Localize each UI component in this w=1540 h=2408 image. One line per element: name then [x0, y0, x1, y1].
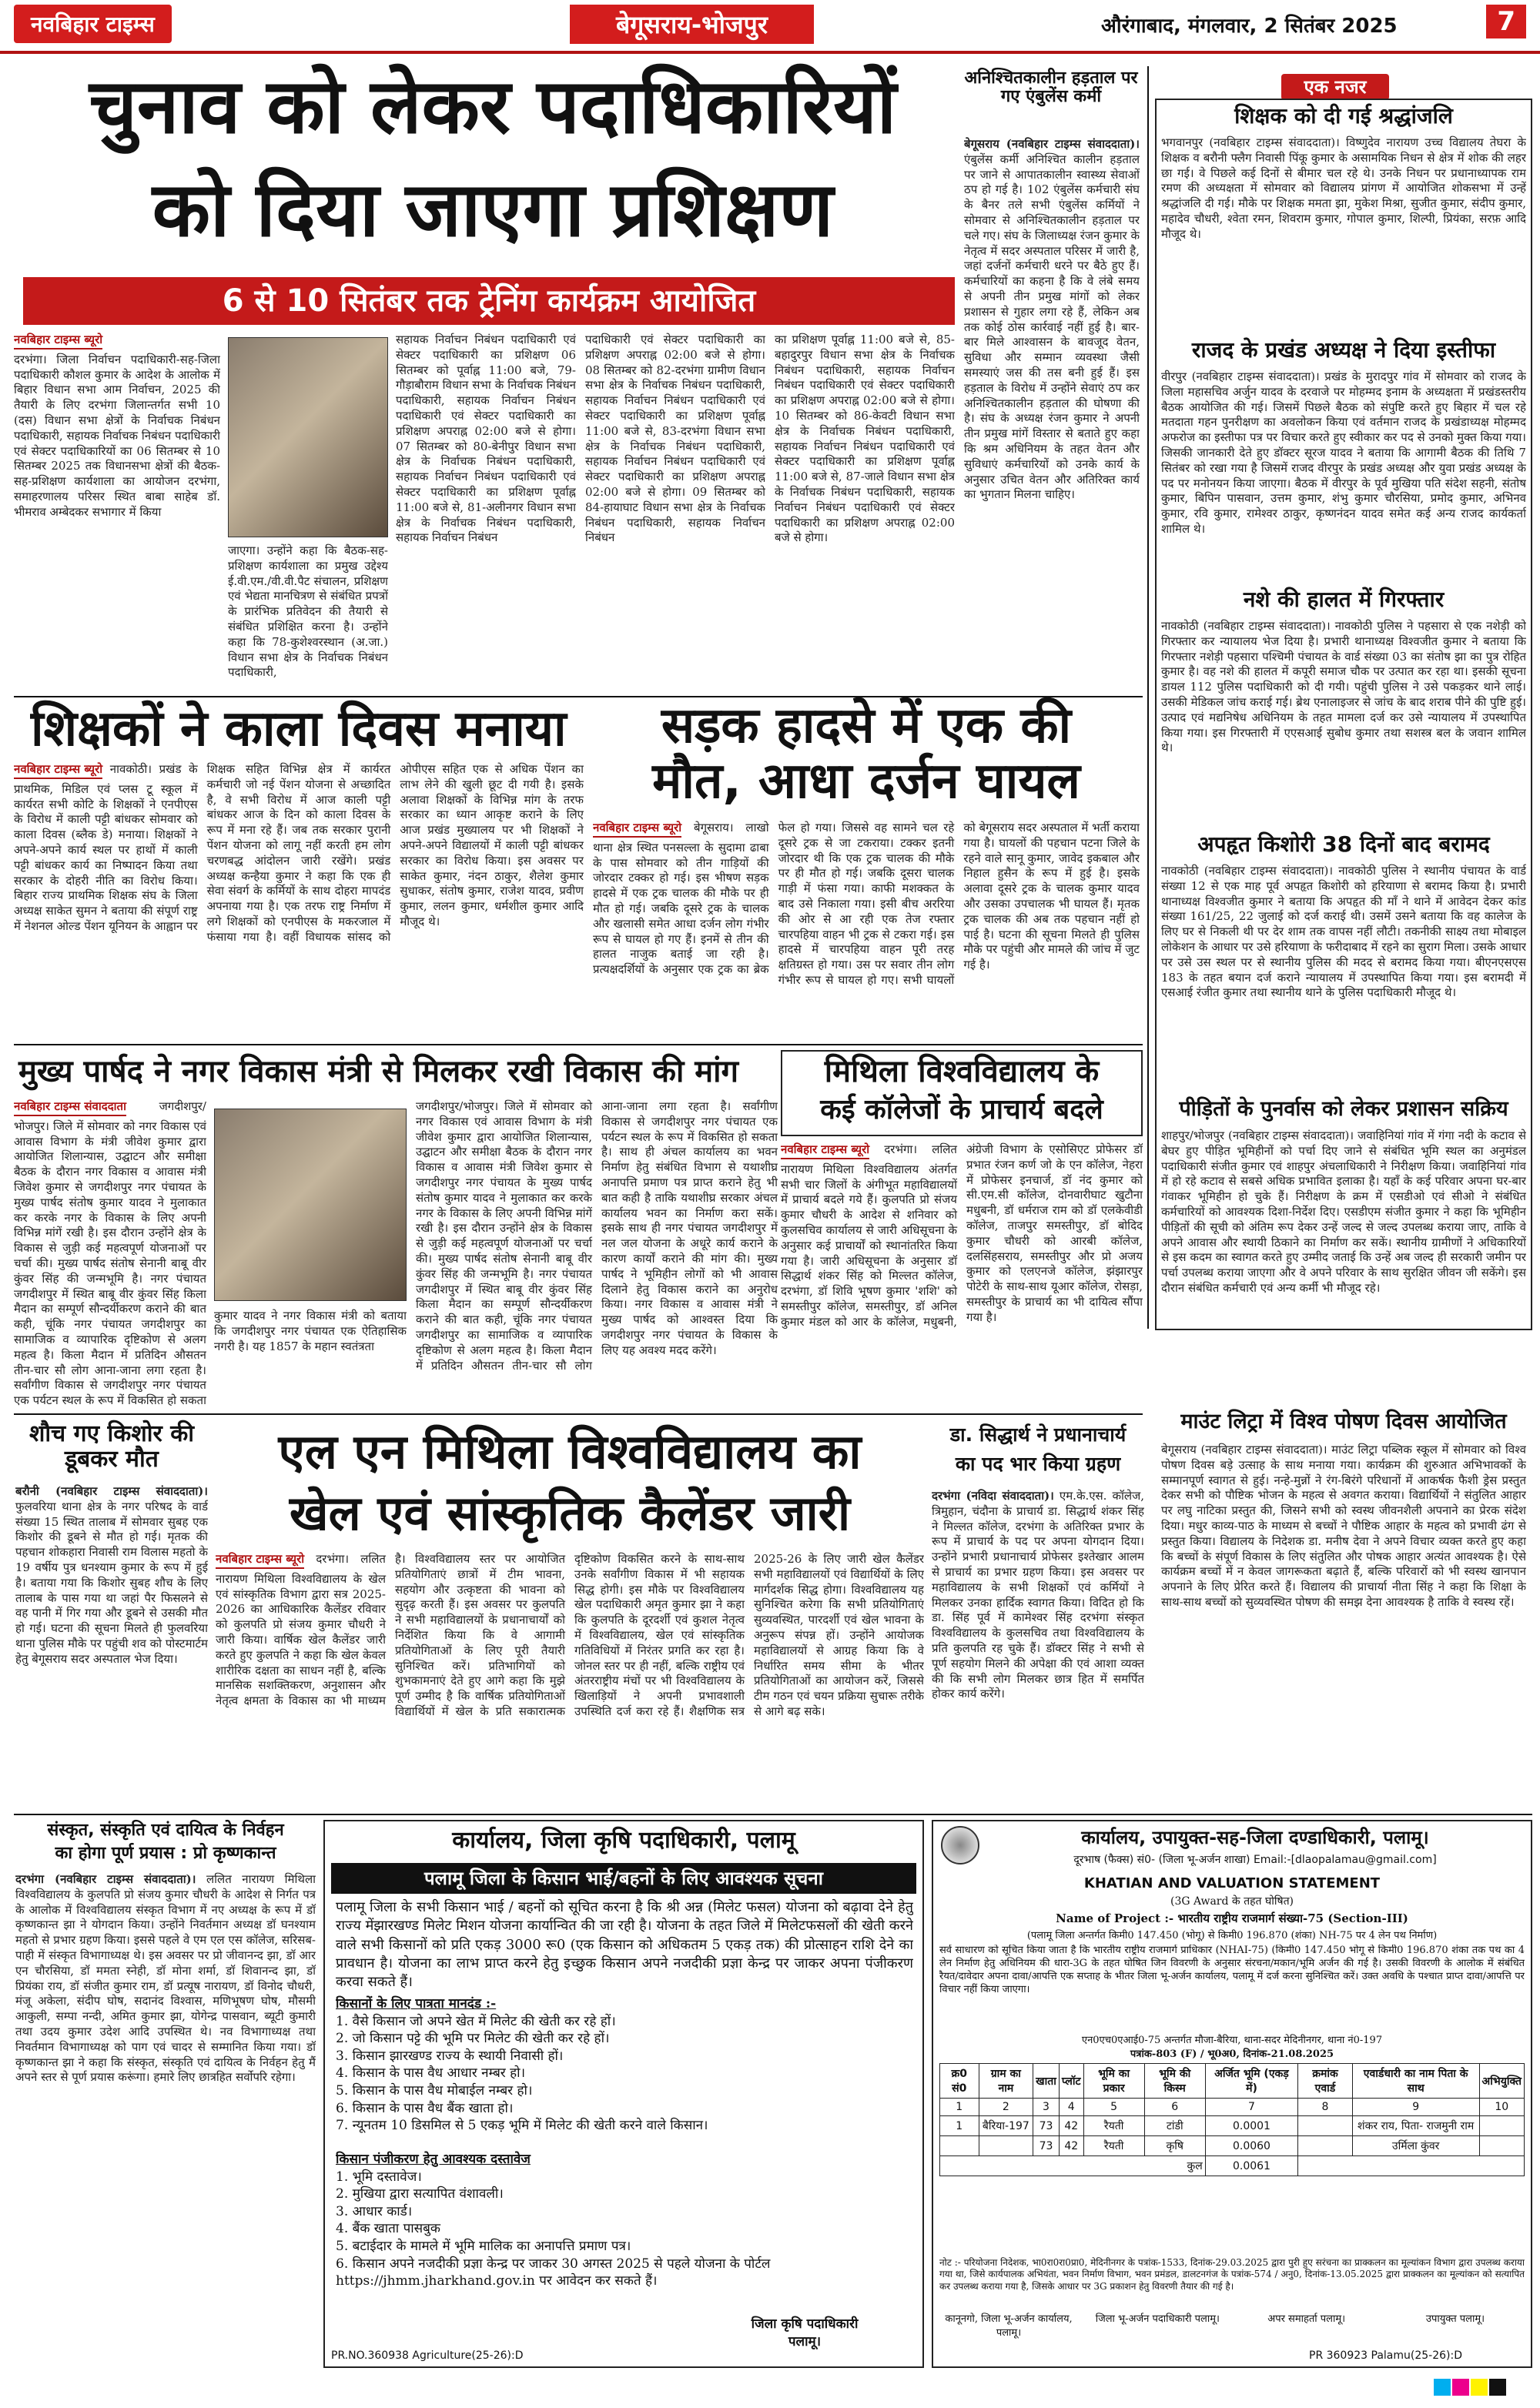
row-divider-3	[14, 1413, 1143, 1415]
shikshak-headline: शिक्षकों ने काला दिवस मनाया	[31, 701, 567, 758]
parshad-caption: कुमार यादव ने नगर विकास मंत्री को बताया कि जगदीशपुर नगर पंचायत एक ऐतिहासिक नगरी है। यह 1857 के महान स्वतंत्रता	[214, 1309, 407, 1353]
khatian-contact: दूरभाष (फैक्स) सं0- (जिला भू-अर्जन शाखा) Email:-[dlaopalamau@gmail.com]	[1073, 1854, 1437, 1866]
ambulance-headline: अनिश्चितकालीन हड़ताल पर गए एंबुलेंस कर्मी	[964, 69, 1138, 107]
brand-logo: नवबिहार टाइम्स	[14, 5, 172, 43]
sanskrit-headline-1: संस्कृत, संस्कृति एवं दायित्व के निर्वहन	[47, 1821, 284, 1840]
row-divider-4	[14, 1814, 1532, 1815]
page-number: 7	[1486, 5, 1526, 38]
section-label: बेगूसराय-भोजपुर	[570, 5, 814, 44]
ambulance-body: बेगूसराय (नवबिहार टाइम्स संवाददाता)। एंबुलेंस कर्मी अनिश्चित कालीन हड़ताल पर जाने से आपातकालीन स्वास्थ्य सेवाओं ठप हो गई है। 102 एंबुलेंस कर्मचारी संघ के बैनर तले सभी एंबुलेंस कर्मियों ने सोमवार से अनिश्चितकालीन हड़ताल पर चले गए। संघ के जिलाध्यक्ष रंजन कुमार के नेतृत्व में सदर अस्पताल परिसर में जारी है, जहां दर्जनों कर्मचारी धरने पर बैठे हुए हैं। कर्मचारियों का कहना है कि वे लंबे समय से अपनी तीन प्रमुख मांगों को लेकर प्रशासन से गुहार लगा रहे हैं, लेकिन अब तक कोई ठोस कार्रवाई नहीं हुई है। बार-बार मिले आश्वासन के बावजूद वेतन, सुविधा और सम्मान व्यवस्था जैसी समस्याएं जस की तस बनी हुई हैं। इस हड़ताल के विरोध में उन्होंने सेवाएं ठप कर अनिश्चितकालीन हड़ताल की घोषणा की है। संघ के अध्यक्ष रंजन कुमार ने अपनी तीन प्रमुख मांगें विस्तार से बताते हुए कहा कि श्रम अधिनियम के तहत वेतन और सुविधाएं कर्मचारियों को उनके कार्य के अनुसार उचित वेतन और अतिरिक्त कार्य का भुगतान मिलना चाहिए।	[964, 137, 1140, 502]
shauch-body: बरौनी (नवबिहार टाइम्स संवाददाता)। फुलवरिया थाना क्षेत्र के नगर परिषद के वार्ड संख्या 15 स्थित तालाब में सोमवार सुबह एक किशोर की डूबने से मौत हो गई। मृतक की पहचान शोकहारा निवासी राम विलास महतो के 19 वर्षीय पुत्र धनश्याम कुमार के रूप में हुई है। बताया गया कि किशोर सुबह शौच के लिए तालाब के पास गया था जहां पैर फिसलने से वह पानी में गिर गया और डूबने से उसकी मौत हो गई। घटना की सूचना मिलते ही फुलवरिया थाना पुलिस मौके पर पहुंची शव को पोस्टमार्टम हेतु बेगूसराय सदर अस्पताल भेज दिया।	[15, 1484, 208, 1666]
khatian-ref: पत्रांक-803 (F) / भू0अ0, दिनांक-21.08.2025	[1130, 2048, 1334, 2060]
dateline: औरंगाबाद, मंगलवार, 2 सितंबर 2025	[1101, 15, 1398, 38]
khatian-intro: (पलामू जिला अन्तर्गत किमी0 147.450 (भोगू) से किमी0 196.870 (शंका) NH-75 पर 4 लेन पथ निर्माण)	[1026, 1930, 1438, 1941]
siddharth-body: दरभंगा (नविदा संवाददाता)। एम.के.एस. कॉलेज, त्रिमुहान, चंदौना के प्राचार्य डा. सिद्धार्थ शंकर सिंह ने मिल्लत कॉलेज, दरभंगा के अतिरिक्त प्रभार के रूप में प्राचार्य के पद पर अपना योगदान दिया। उन्होंने प्रभारी प्रधानाचार्य प्रोफेसर इश्तेखार आलम से प्राचार्य का प्रभार ग्रहण किया। इस अवसर पर महाविद्यालय के सभी शिक्षकों एवं कर्मियों ने मिलकर उनका हार्दिक स्वागत किया। विदित हो कि डा. सिंह पूर्व में कामेश्वर सिंह दरभंगा संस्कृत विश्वविद्यालय के कुलसचिव तथा विश्वविद्यालय के प्रति कुलपति रह चुके हैं। डॉक्टर सिंह ने सभी से पूर्ण सहयोग मिलने की अपेक्षा की एवं आशा व्यक्त की कि सभी लोग मिलकर छात्र हित में समर्पित होकर कार्य करेंगे।	[932, 1489, 1144, 1701]
sidebar-divider	[1147, 66, 1149, 1329]
mithila-headline-2: कई कॉलेजों के प्राचार्य बदले	[820, 1094, 1103, 1125]
khatian-row1: एन0एच0एआई0-75 अन्तर्गत मौजा-बैरिया, थाना-सदर मेदिनीनगर, थाना नं0-197	[1081, 2035, 1383, 2046]
parshad-headline: मुख्य पार्षद ने नगर विकास मंत्री से मिलकर रखी विकास की मांग	[18, 1054, 739, 1089]
lead-headline-2: को दिया जाएगा प्रशिक्षण	[152, 166, 834, 254]
eknazar-h2: राजद के प्रखंड अध्यक्ष ने दिया इस्तीफा	[1191, 337, 1496, 363]
eknazar-h6: माउंट लिट्रा में विश्व पोषण दिवस आयोजित	[1180, 1410, 1507, 1433]
khatian-note: नोट :- परियोजना निदेशक, भा0रा0रा0प्रा0, मेदिनीनगर के पत्रांक-1533, दिनांक-29.03.2025 द्वारा पुरी हुए सरंचना का प्राक्कलन का मूल्यांकन विभाग द्वारा उपलब्ध कराया गया था, जिसे कार्यपालक अभियंता, भवन निर्माण विभाग, भवन प्रमंडल, डालटनगंज के पत्रांक-574 / अनु0, दिनांक-13.05.2025 द्वारा प्राक्कलन का मूल्यांकन को सत्यापित कर उपलब्ध कराया गया है, जिसके आधार पर 3G प्रकाशन हेतु विवरणी तैयार की गई है।	[939, 2257, 1525, 2292]
masthead	[0, 0, 1540, 54]
lead-subheading: 6 से 10 सितंबर तक ट्रेनिंग कार्यक्रम आयोजित	[23, 277, 955, 325]
eknazar-h1: शिक्षक को दी गई श्रद्धांजलि	[1234, 103, 1453, 129]
krishi-docs: किसान पंजीकरण हेतु आवश्यक दस्तावेज 1. भूमि दस्तावेज। 2. मुखिया द्वारा सत्यापित वंशावली। 3. आधार कार्ड। 4. बैंक खाता पासबुक 5. बटाईदार के मामले में भूमि मालिक का अनापत्ति प्रमाण पत्र। 6. किसान अपने नजदीकी प्रज्ञा केन्द्र पर जाकर 30 अगस्त 2025 से पहले योजना के पोर्टल https://jhmm.jharkhand.gov.in पर आवेदन कर सकते हैं।	[336, 2152, 771, 2289]
khatian-office: कार्यालय, उपायुक्त-सह-जिला दण्डाधिकारी, पलामू।	[1081, 1827, 1429, 1848]
registration-colorbar	[1432, 2379, 1506, 2399]
khatian-title: KHATIAN AND VALUATION STATEMENT	[1083, 1875, 1381, 1891]
lead-headline-1: चुनाव को लेकर पदाधिकारियों	[89, 63, 897, 151]
eknazar-b2: वीरपुर (नवबिहार टाइम्स संवाददाता)। प्रखंड के मुरादपुर गांव में सोमवार को राजद के जिला महासचिव अर्जुन यादव के दरवाजे पर मोहम्मद इनाम के अध्यक्षता में प्रखंडस्तरीय बैठक आयोजित की गई। जिसमें पिछले बैठक को संपुष्टि करते हुए बिहार में चल रहे मतदाता गहन पुनरीक्षण का अवलोकन किया एवं वर्तमान राजद के प्रखंडाध्यक्ष मोहम्मद अफरोज का इस्तीफा पत्र पर विचार करते हुए स्वीकार कर पद से उनको मुक्त किया गया। जिसकी जानकारी देते हुए डॉक्टर सूरज यादव ने बताया कि आगामी बैठक की तिथि 7 सितंबर को रखा गया है जिसमें राजद वीरपुर के प्रखंड अध्यक्ष और युवा प्रखंड अध्यक्ष के पद पर मनोनयन किया जाएगा। बैठक में वीरपुर के पूर्व मुखिया पति संदेश सहनी, संतोष कुमार, बिपिन पासवान, उत्तम कुमार, शंभु कुमार चौरसिया, प्रमोद कुमार, अभिनव कुमार, रवि कुमार, रामेश्वर ठाकुर, कृष्णनंदन यादव समेत कई अन्य राजद कार्यकर्ता शामिल थे।	[1161, 370, 1526, 536]
table-row: 73 42 रैयती कृषि 0.0060 उर्मिला कुंवर	[940, 2136, 1525, 2156]
khatian-pr: PR 360923 Palamu(25-26):D	[1309, 2349, 1462, 2362]
sadak-headline-1: सड़क हादसे में एक की	[661, 697, 1072, 754]
khatian-notice: सर्व साधारण को सूचित किया जाता है कि भारतीय राष्ट्रीय राजमार्ग प्राधिकार (NHAI-75) (किमी0 147.450 भोगू से किमी0 196.870 शंका तक पथ का 4 लेन निर्माण हेतु अधिनियम की धारा-3G के तहत घोषित जिन विवरणी के अनुसार संरचना/मकान/भूमि अर्जन की गई है। उसकी विवरणी के आलोक में संबंधित रैयत/दावेदार अपना दावा/आपत्ति एक सप्ताह के भीतर जिला भू-अर्जन कार्यालय, पलामू में दर्ज करना सुनिश्चित करें। उक्त अवधि के पश्चात प्राप्त दावा/आपत्ति पर विचार नहीं किया जाएगा।	[939, 1945, 1525, 1995]
eknazar-b4: नावकोठी (नवबिहार टाइम्स संवाददाता)। नावकोठी पुलिस ने स्थानीय पंचायत के वार्ड संख्या 12 से एक माह पूर्व अपहृत किशोरी को हरियाणा से बरामद किया है। प्रभारी थानाध्यक्ष विश्वजीत कुमार ने बताया कि अपहृत की माँ ने थाने में आवेदन देकर कांड संख्या 161/25, 22 जुलाई को दर्ज कराई थी। उसमें उसने बताया कि वह कालेज के लिए घर से निकली थी पर देर शाम तक वापस नहीं लौटी। तकनीकी साक्ष्य तथा मोबाइल लोकेशन के आधार पर उसे हरियाणा के फरीदाबाद में रहने का सुराग मिला। उसके आधार पर उसे उस स्थल पर से स्थानीय पुलिस की मदद से बरामद किया गया। बीएनएसएस 183 के तहत बयान दर्ज कराने न्यायालय में उपस्थापित किया गया। इस बरामदी में एसआई रंजीत कुमार तथा स्थानीय थाने के पुलिस पदाधिकारी मौजूद थे।	[1161, 864, 1526, 1000]
shikshak-body: नवबिहार टाइम्स ब्यूरो नावकोठी। प्रखंड के प्राथमिक, मिडिल एवं प्लस टू स्कूल में कार्यरत सभी कोटि के शिक्षकों ने एनपीएस के विरोध में काली पट्टी बांधकर सोमवार को काला दिवस (ब्लैक डे) मनाया। शिक्षकों ने अपने-अपने कार्य स्थल पर हाथों में काली पट्टी बांधकर कार्य का निष्पादन किया तथा सरकार के दोहरी नीति का विरोध किया। बिहार राज्य प्राथमिक शिक्षक संघ के जिला अध्यक्ष साकेत सुमन ने बताया की संपूर्ण राष्ट्र में नेशनल ओल्ड पेंशन यूनियन के आह्वान पर शिक्षक सहित विभिन्न क्षेत्र में कार्यरत कर्मचारी जो नई पेंशन योजना से अच्छादित है, वे सभी विरोध में आज काली पट्टी बांधकर आज के दिन को काला दिवस के रूप में मना रहे हैं। जब तक सरकार पुरानी पेंशन योजना को लागू नहीं करती हम लोग चरणबद्ध आंदोलन जारी रखेंगे। प्रखंड अध्यक्ष कन्हैया कुमार ने कहा कि एक ही सेवा संवर्ग के कर्मियों के साथ दोहरा मापदंड अपनाया गया है। एक तरफ राष्ट्र निर्माण में लगे शिक्षकों को एनपीएस के मकरजाल में फंसाया गया है। वहीं विधायक सांसद को ओपीएस सहित एक से अधिक पेंशन का लाभ लेने की खुली छूट दी गयी है। इसके अलावा शिक्षकों के विभिन्न मांग के तरफ सरकार का ध्यान आकृष्ट कराने के लिए आज प्रखंड मुख्यालय पर भी शिक्षकों ने अपने-अपने विद्यालयों में काली पट्टी बांधकर सरकार का विरोध किया। इस अवसर पर साकेत कुमार, नंदन ठाकुर, शैलेश कुमार सुधाकर, संतोष कुमार, राजेश यादव, प्रवीण कुमार, ललन कुमार, धर्मशील कुमार आदि मौजूद थे।	[14, 762, 584, 944]
khatian-project: Name of Project :- भारतीय राष्ट्रीय राजमार्ग संख्या-75 (Section-III)	[1056, 1911, 1408, 1925]
parshad-photo	[214, 1109, 407, 1301]
mithila-headline-1: मिथिला विश्वविद्यालय के	[824, 1054, 1100, 1089]
calendar-body: नवबिहार टाइम्स ब्यूरो दरभंगा। ललित नारायण मिथिला विश्वविद्यालय के खेल एवं सांस्कृतिक विभाग द्वारा सत्र 2025-2026 का आधिकारिक कैलेंडर रविवार को कुलपति प्रो संजय कुमार चौधरी ने जारी किया। वार्षिक खेल कैलेंडर जारी करते हुए कुलपति ने कहा कि खेल केवल शारीरिक दक्षता का साधन नहीं है, बल्कि मानसिक सशक्तिकरण, अनुशासन और नेतृत्व क्षमता के विकास का भी माध्यम है। विश्वविद्यालय स्तर पर आयोजित प्रतियोगिताएं छात्रों में टीम भावना, सहयोग और उत्कृष्टता की भावना को सुदृढ़ करती हैं। इस अवसर पर कुलपति ने सभी महाविद्यालयों के प्रधानाचार्यों को निर्देशित किया कि वे आगामी प्रतियोगिताओं के लिए पूरी तैयारी सुनिश्चित करें। प्रतिभागियों को शुभकामनाएं देते हुए आगे कहा कि मुझे पूर्ण उम्मीद है कि वार्षिक प्रतियोगिताओं विद्यार्थियों में खेल के प्रति सकारात्मक दृष्टिकोण विकसित करने के साथ-साथ उनके सर्वांगीण विकास में भी सहायक सिद्ध होगी। इस मौके पर विश्वविद्यालय खेल पदाधिकारी अमृत कुमार झा ने कहा कि कुलपति के दूरदर्शी एवं कुशल नेतृत्व में विश्वविद्यालय, खेल एवं सांस्कृतिक गतिविधियों में निरंतर प्रगति कर रहा है। जोनल स्तर पर ही नहीं, बल्कि राष्ट्रीय एवं अंतरराष्ट्रीय मंचों पर भी विश्वविद्यालय के खिलाड़ियों ने अपनी प्रभावशाली उपस्थिति दर्ज करा रहे हैं। शैक्षणिक सत्र 2025-26 के लिए जारी खेल कैलेंडर सभी महाविद्यालयों एवं विद्यार्थियों के लिए मार्गदर्शक सिद्ध होगा। विश्वविद्यालय यह सुनिश्चित करेगा कि सभी प्रतियोगिताएं सुव्यवस्थित, पारदर्शी एवं खेल भावना के अनुरूप संपन्न हों। उन्होंने आयोजक महाविद्यालयों से आग्रह किया कि वे निर्धारित समय सीमा के भीतर प्रतियोगिताओं का आयोजन करें, जिससे टीम गठन एवं चयन प्रक्रिया सुचारू तरीके से आगे बढ़ सके।	[216, 1552, 924, 1718]
krishi-notice: पलामू जिला के सभी किसान भाई / बहनों को सूचित करना है कि श्री अन्न (मिलेट फसल) योजना को बढ़ावा देने हेतु राज्य मेंझारखण्ड मिलेट मिशन योजना कार्यान्वित की जा रही है। योजना के तहत जिले में मिलेटफसलों की खेती करने वाले सभी किसानों को प्रति एकड़ 3000 रू0 (एक किसान को अधिकतम 5 एकड़ तक) की प्रोत्साहन राशि देने का प्रावधान है। योजना का लाभ प्राप्त करने हेतु इच्छुक किसान अपने नजदीकी प्रज्ञा केन्द्र पर जाकर अपना पंजीकरण करवा सकते हैं।	[336, 1899, 913, 1991]
khatian-table	[939, 2063, 1525, 2176]
eknazar-h3: नशे की हालत में गिरफ्तार	[1243, 587, 1445, 612]
eknazar-b1: भगवानपुर (नवबिहार टाइम्स संवाददाता)। विष्णुदेव नारायण उच्च विद्यालय तेघरा के शिक्षक व बरौनी फ्लैग निवासी पिंकू कुमार के असामयिक निधन से क्षेत्र में शोक की लहर छा गई। वे पिछले कई दिनों से बीमार चल रहे थे। उनके निधन पर प्रधानाध्यापक राम रमण की अध्यक्षता में सोमवार को विद्यालय प्रांगण में आयोजित शोकसभा में उन्हें श्रद्धांजलि दी गई। मौके पर शिक्षक ममता झा, मुकेश मिश्रा, सुजीत कुमार, संदीप कुमार, महादेव चौधरी, श्वेता रमन, शिवराम कुमार, गोपाल कुमार, शिल्पी, प्रियंका, सरफ़ आदि मौजूद थे।	[1161, 135, 1526, 241]
siddharth-headline-2: का पद भार किया ग्रहण	[955, 1453, 1121, 1475]
sanskrit-headline-2: का होगा पूर्ण प्रयास : प्रो कृष्णकान्त	[55, 1844, 276, 1863]
krishi-pr: PR.NO.360938 Agriculture(25-26):D	[331, 2349, 524, 2362]
sadak-headline-2: मौत, आधा दर्जन घायल	[652, 753, 1080, 810]
eknazar-b3: नावकोठी (नवबिहार टाइम्स संवाददाता)। नावकोठी पुलिस ने पहसारा से एक नशेड़ी को गिरफ्तार कर न्यायालय भेज दिया है। प्रभारी थानाध्यक्ष विश्वजीत कुमार ने बताया कि गिरफ्तार नशेड़ी पहसारा पश्चिमी पंचायत के वार्ड संख्या 03 का संतोष झा का पुत्र रोहित कुमार है। वह नशे की हालत में कपूरी समाज चौक पर उत्पात कर रहा था। इसकी सूचना डायल 112 पुलिस पदाधिकारी को दी गयी। पहुंची पुलिस ने उसे पकड़कर थाने लाई। उसकी मेडिकल जांच कराई गई। ब्रेथ एनालाइजर से जांच के बाद शराब पीने की पुष्टि हुई। उत्पाद एवं मद्यनिषेध अधिनियम के तहत मामला दर्ज कर उसे न्यायालय में उपस्थापित किया गया। इस गिरफ्तारी में एएसआई सुबोध कुमार तथा सशस्त्र बल के जवान शामिल थे।	[1161, 619, 1526, 755]
eknazar-h5: पीड़ितों के पुनर्वास को लेकर प्रशासन सक्रिय	[1179, 1097, 1508, 1121]
parshad-col-2: जगदीशपुर/भोजपुर। जिले में सोमवार को नगर विकास एवं आवास विभाग के मंत्री जीवेश कुमार द्वारा आयोजित शिलान्यास, उद्घाटन और समीक्षा बैठक के दौरान नगर विकास व आवास मंत्री जिवेश कुमार से जगदीशपुर नगर पंचायत के मुख्य पार्षद संतोष कुमार यादव ने मुलाकात कर करके नगर के विकास के लिए अपनी विभिन्न मांगें रखी है। इस दौरान उन्होंने क्षेत्र के विकास से जुड़ी कई महत्वपूर्ण योजनाओं पर चर्चा की। मुख्य पार्षद संतोष सेनानी बाबू वीर कुंवर सिंह की जन्मभूमि है। नगर पंचायत जगदीशपुर में स्थित बाबू वीर कुंवर सिंह किला मैदान का सम्पूर्ण सौन्दर्यीकरण कराने की बात कही, चूंकि नगर पंचायत जगदीशपुर का सामाजिक व व्यापारिक दृष्टिकोण से अलग महत्व है। किला मैदान में प्रतिदिन औसतन तीन-चार सौ लोग आना-जाना लगा रहता है। सर्वांगीण विकास से जगदीशपुर नगर पंचायत एक पर्यटन स्थल के रूप में विकसित हो सकता है। साथ ही अंचल कार्यालय का भवन निर्माण हेतु संबंधित विभाग से यथाशीघ्र अनापत्ति प्रमाण पत्र प्राप्त कराने हेतु भी बात कही है ताकि यथाशीघ्र सरकार अंचल कार्यालय भवन का निर्माण करा सकें। इसके साथ ही नगर पंचायत जगदीशपुर में नल जल योजना के अधूरे कार्य कराने के कारण कार्यों कराने की मांग की। मुख्य पार्षद ने भूमिहीन लोगों को भी आवास दिलाने हेतु विकास कराने का अनुरोध किया। नगर विकास व आवास मंत्री ने मुख्य पार्षद को आश्वस्त दिया कि जगदीशपुर नगर पंचायत के विकास के लिए यह अवश्य मदद करेंगे।	[416, 1099, 778, 1373]
lead-col-5: का प्रशिक्षण पूर्वाह्न 11:00 बजे से, 85-बहादुरपुर विधान सभा क्षेत्र के निर्वाचक निबंधन पदाधिकारी, सहायक निर्वाचन निबंधन पदाधिकारी एवं सेक्टर पदाधिकारी का प्रशिक्षण अपराह्न 02:00 बजे से होगा। 10 सितम्बर को 86-केवटी विधान सभा क्षेत्र के निर्वाचक निबंधन पदाधिकारी, सहायक निर्वाचन निबंधन पदाधिकारी एवं सेक्टर पदाधिकारी का प्रशिक्षण पूर्वाह्न 11:00 बजे से, 87-जाले विधान सभा क्षेत्र के निर्वाचक निबंधन पदाधिकारी, सहायक निर्वाचन निबंधन पदाधिकारी एवं सेक्टर पदाधिकारी का प्रशिक्षण अपराह्न 02:00 बजे से होगा।	[775, 333, 955, 545]
lead-photo	[228, 337, 388, 537]
sadak-body: नवबिहार टाइम्स ब्यूरो बेगूसराय। लाखो थाना क्षेत्र स्थित पनसल्ला के सुदामा ढाबा के पास सोमवार को तीन गाड़ियों की जोरदार टक्कर हो गई। इस भीषण सड़क हादसे में एक ट्रक चालक की मौके पर ही मौत हो गई। जबकि दूसरे ट्रक के चालक और खलासी समेत आधा दर्जन लोग गंभीर रूप से घायल हो गए हैं। इनमें से तीन की हालत नाजुक बताई जा रही है। प्रत्यक्षदर्शियों के अनुसार एक ट्रक का ब्रेक फेल हो गया। जिससे वह सामने चल रहे दूसरे ट्रक से जा टकराया। टक्कर इतनी जोरदार थी कि एक ट्रक चालक की मौके पर ही मौत हो गई। जबकि दूसरा चालक गाड़ी में फंसा गया। काफी मशक्कत के बाद उसे निकाला गया। इसी बीच अररिया की ओर से आ रही एक तेज रफ्तार चारपहिया वाहन भी ट्रक से टकरा गई। इस हादसे में चारपहिया वाहन पूरी तरह क्षतिग्रस्त हो गया। उस पर सवार तीन लोग गंभीर रूप से घायल हो गए। सभी घायलों को बेगूसराय सदर अस्पताल में भर्ती कराया गया है। घायलों की पहचान पटना जिले के रहने वाले सानू कुमार, जावेद इकबाल और निहाल हुसैन के रूप में हुई है। इसके अलावा दूसरे ट्रक के चालक कुमार यादव और उसका उपचालक भी घायल हैं। मृतक ट्रक चालक की अब तक पहचान नहीं हो पाई है। घटना की सूचना मिलते ही पुलिस मौके पर पहुंची और मामले की जांच में जुट गई है।	[593, 821, 1140, 987]
lead-col-3: सहायक निर्वाचन निबंधन पदाधिकारी एवं सेक्टर पदाधिकारी का प्रशिक्षण 06 सितम्बर को पूर्वाह्न 11:00 बजे, 79-गौड़ाबौराम विधान सभा के निर्वाचक निबंधन पदाधिकारी, सहायक निर्वाचन निबंधन पदाधिकारी एवं सेक्टर पदाधिकारी का प्रशिक्षण अपराह्न 02:00 बजे से होगा। 07 सितम्बर को 80-बेनीपुर विधान सभा क्षेत्र के निर्वाचक निबंधन पदाधिकारी, सहायक निर्वाचन निबंधन पदाधिकारी एवं सेक्टर पदाधिकारी का प्रशिक्षण पूर्वाह्न 11:00 बजे से, 81-अलीनगर विधान सभा क्षेत्र के निर्वाचक निबंधन पदाधिकारी, सहायक निर्वाचन निबंधन	[396, 333, 576, 545]
parshad-col-1: नवबिहार टाइम्स संवाददाता जगदीशपुर/भोजपुर। जिले में सोमवार को नगर विकास एवं आवास विभाग के मंत्री जीवेश कुमार द्वारा आयोजित शिलान्यास, उद्घाटन और समीक्षा बैठक के दौरान नगर विकास व आवास मंत्री जिवेश कुमार से जगदीशपुर नगर पंचायत के मुख्य पार्षद संतोष कुमार यादव ने मुलाकात कर करके नगर के विकास के लिए अपनी विभिन्न मांगें रखी है। इस दौरान उन्होंने क्षेत्र के विकास से जुड़ी कई महत्वपूर्ण योजनाओं पर चर्चा की। मुख्य पार्षद संतोष सेनानी बाबू वीर कुंवर सिंह की जन्मभूमि है। नगर पंचायत जगदीशपुर में स्थित बाबू वीर कुंवर सिंह किला मैदान का सम्पूर्ण सौन्दर्यीकरण कराने की बात कही, चूंकि नगर पंचायत जगदीशपुर का सामाजिक व व्यापारिक दृष्टिकोण से अलग महत्व है। किला मैदान में प्रतिदिन औसतन तीन-चार सौ लोग आना-जाना लगा रहता है। सर्वांगीण विकास से जगदीशपुर नगर पंचायत एक पर्यटन स्थल के रूप में विकसित हो सकता	[14, 1099, 206, 1407]
table-header-row: क्र0 सं0 ग्राम का नाम खाता प्लॉट भूमि का प्रकार भूमि की किस्म अर्जित भूमि (एकड़ में) क्रमांक एवार्ड एवार्डधारी का नाम पिता के साथ अभियुक्ति	[940, 2064, 1525, 2099]
khatian-signs: कानूनगो, जिला भू-अर्जन कार्यालय, पलामू। जिला भू-अर्जन पदाधिकारी पलामू। अपर समाहर्ता पलामू। उपायुक्त पलामू।	[945, 2313, 1485, 2339]
calendar-headline-2: खेल एवं सांस्कृतिक कैलेंडर जारी	[289, 1485, 851, 1541]
lead-col-1: नवबिहार टाइम्स ब्यूरो दरभंगा। जिला निर्वाचन पदाधिकारी-सह-जिला पदाधिकारी कौशल कुमार के आदेश के आलोक में बिहार विधान सभा आम निर्वाचन, 2025 की तैयारी के लिए दरभंगा जिलान्तर्गत सभी 10 (दस) विधान सभा क्षेत्रों के निर्वाचक निबंधन पदाधिकारी, सहायक निर्वाचक निबंधन पदाधिकारी एवं सेक्टर पदाधिकारियों का 06 सितम्बर से 10 सितम्बर 2025 तक विधानसभा क्षेत्रों की बैठक-सह-प्रशिक्षण कार्यशाला का आयोजन दरभंगा, समाहरणालय परिसर स्थित बाबा साहेब डॉ. भीमराव अम्बेदकर सभागार में किया	[14, 333, 220, 519]
krishi-office: कार्यालय, जिला कृषि पदाधिकारी, पलामू	[452, 1827, 795, 1854]
emblem-icon	[941, 1826, 979, 1865]
calendar-headline-1: एल एन मिथिला विश्वविद्यालय का	[278, 1423, 862, 1480]
sanskrit-body: दरभंगा (नवबिहार टाइम्स संवाददाता)। ललित नारायण मिथिला विश्वविद्यालय के कुलपति प्रो संजय कुमार चौधरी के आदेश से निर्गत पत्र के आलोक में विश्वविद्यालय संस्कृत विभाग में नए अध्यक्ष के रूप में डॉ कृष्णकान्त झा ने योगदान किया। उन्होंने निवर्तमान अध्यक्ष डॉ घनश्याम महतो से प्रभार ग्रहण किया। इससे पहले वे एम एल एस कॉलेज, सरिसब-पाही में संस्कृत विभागाध्यक्ष थे। इस अवसर पर प्रो जीवानन्द झा, डॉ आर एन चौरसिया, डॉ ममता स्नेही, डॉ मोना शर्मा, डॉ शिवानन्द झा, डॉ प्रियंका राय, डॉ संजीत कुमार राम, डॉ प्रत्यूष नारायण, डॉ विनोद चौधरी, मंजू अकेला, संदीप घोष, सदानंद विश्वास, मणिभूषण घोष, मौसमी आकुली, सम्पा नन्दी, अमित कुमार झा, योगेन्द्र पासवान, ब्यूटी कुमारी तथा उदय कुमार उदेश आदि उपस्थित थे। नव विभागाध्यक्ष तथा निवर्तमान विभागाध्यक्ष को पाग एवं चादर से सम्मानित किया गया। डॉ कृष्णकान्त झा ने कहा कि संस्कृत, संस्कृति एवं दायित्व के निर्वहन हेतु मैं अपने स्तर से पूर्ण प्रयास करूंगा। हमारे लिए छात्रहित सर्वोपरि रहेगा।	[15, 1872, 316, 2085]
lead-byline: नवबिहार टाइम्स ब्यूरो	[14, 333, 102, 349]
eknazar-h4: अपहृत किशोरी 38 दिनों बाद बरामद	[1197, 831, 1490, 857]
krishi-sign: जिला कृषि पदाधिकारी पलामू।	[751, 2316, 859, 2349]
eknazar-tag: एक नजर	[1281, 74, 1389, 100]
lead-col-2: जाएगा। उन्होंने कहा कि बैठक-सह-प्रशिक्षण कार्यशाला का प्रमुख उद्देश्य ई.वी.एम./वी.वी.पैट संचालन, प्रशिक्षण एवं भेद्यता मानचित्रण से संबंधित प्रपत्रों के प्रारंभिक प्रतिवेदन की तैयारी से संबंधित प्रशिक्षित करना है। उन्होंने कहा कि 78-कुशेश्वरस्थान (अ.जा.) विधान सभा क्षेत्र के निर्वाचक निबंधन पदाधिकारी,	[228, 543, 388, 680]
mithila-body: नवबिहार टाइम्स ब्यूरो दरभंगा। ललित नारायण मिथिला विश्वविद्यालय अंतर्गत सभी चार जिलों के अंगीभूत महाविद्यालयों में प्राचार्य बदले गये हैं। कुलपति प्रो संजय कुमार चौधरी के आदेश से शनिवार को कुलसचिव कार्यालय से जारी अधिसूचना के अनुसार कई प्राचार्यों को स्थानांतरित किया गया है। जारी अधिसूचना के अनुसार डॉ सिद्धार्थ शंकर सिंह को मिल्लत कॉलेज, दरभंगा, डॉ शिवि भूषण कुमार 'शशि' को समस्तीपुर कॉलेज, समस्तीपुर, डॉ अनिल कुमार मंडल को आर के कॉलेज, मधुबनी, अंग्रेजी विभाग के एसोसिएट प्रोफेसर डॉ प्रभात रंजन कर्ण जो के एन कॉलेज, नेहरा में प्रोफेसर इनचार्ज, डॉ नंद कुमार को सी.एम.सी कॉलेज, दोनवारीघाट खुटौना मधुबनी, डॉ धर्मराज राम को डॉ एलकेवीडी कॉलेज, ताजपुर समस्तीपुर, डॉ बोदिद कुमार चौधरी को आरबी कॉलेज, दलसिंहसराय, समस्तीपुर और प्रो अजय कुमार को एलएनजे कॉलेज, झंझारपुर पोटेरी के साथ-साथ यूआर कॉलेज, रोसड़ा, समस्तीपुर के प्राचार्य का भी दायित्व सौंपा गया है।	[781, 1142, 1143, 1329]
siddharth-headline-1: डा. सिद्धार्थ ने प्रधानाचार्य	[949, 1423, 1127, 1446]
shauch-headline: शौच गए किशोर की डूबकर मौत	[28, 1420, 195, 1473]
krishi-banner: पलामू जिला के किसान भाई/बहनों के लिए आवश्यक सूचना	[331, 1863, 916, 1894]
table-total-row: कुल 0.0061	[940, 2156, 1525, 2176]
khatian-sub: (3G Award के तहत घोषित)	[1170, 1895, 1294, 1908]
table-number-row: 1 2 3 4 5 6 7 8 9 10	[940, 2099, 1525, 2116]
eknazar-b6: बेगूसराय (नवबिहार टाइम्स संवाददाता)। माउंट लिट्रा पब्लिक स्कूल में सोमवार को विश्व पोषण दिवस बड़े उत्साह के साथ मनाया गया। कार्यक्रम की शुरुआत अभिभावकों के सम्मानपूर्ण स्वागत से हुई। नन्हे-मुन्नों ने रंग-बिरंगे परिधानों में आकर्षक फैशी ड्रेस प्रस्तुत देकर सभी को पौष्टिक भोजन के महत्व से अवगत कराया। विद्यार्थियों ने संतुलित आहार पर लघु नाटिका प्रस्तुत की, जिसने सभी को स्वस्थ जीवनशैली अपनाने का प्रेरक संदेश दिया। मधुर काव्य-पाठ के माध्यम से बच्चों ने पौष्टिक आहार के महत्व को प्रभावी ढंग से प्रस्तुत किया। विद्यालय के निदेशक डा. मनीष देवा ने अपने विचार व्यक्त करते हुए कहा कि बच्चों के संपूर्ण विकास के लिए संतुलित और पोषक आहार अत्यंत आवश्यक है। ऐसे कार्यक्रम बच्चों में न केवल जागरूकता बढ़ाते हैं, बल्कि परिवारों को भी स्वस्थ खानपान अपनाने के लिए प्रेरित करते हैं। विद्यालय की प्राचार्या नीता सिंह ने कहा कि शिक्षा के साथ-साथ बच्चों को सुव्यवस्थित पोषण की समझ देना आवश्यक है ताकि वे स्वस्थ रहें।	[1161, 1443, 1526, 1609]
krishi-criteria: किसानों के लिए पात्रता मानदंड :- 1. वैसे किसान जो अपने खेत में मिलेट की खेती कर रहे हों। 2. जो किसान पट्टे की भूमि पर मिलेट की खेती कर रहे हों। 3. किसान झारखण्ड राज्य के स्थायी निवासी हों। 4. किसान के पास वैध आधार नम्बर हो। 5. किसान के पास वैध मोबाईल नम्बर हो। 6. किसान के पास वैध बैंक खाता हो। 7. न्यूनतम 10 डिसमिल से 5 एकड़ भूमि में मिलेट की खेती करने वाले किसान।	[336, 1996, 708, 2134]
lead-col-4: पदाधिकारी एवं सेक्टर पदाधिकारी का प्रशिक्षण अपराह्न 02:00 बजे से होगा। 08 सितम्बर को 82-दरभंगा ग्रामीण विधान सभा क्षेत्र के निर्वाचक निबंधन पदाधिकारी, सहायक निर्वाचन निबंधन पदाधिकारी एवं सेक्टर पदाधिकारी का प्रशिक्षण पूर्वाह्न 11:00 बजे से, 83-दरभंगा विधान सभा क्षेत्र के निर्वाचक निबंधन पदाधिकारी, सहायक निर्वाचन निबंधन पदाधिकारी एवं सेक्टर पदाधिकारी का प्रशिक्षण अपराह्न 02:00 बजे से होगा। 09 सितम्बर को 84-हायाघाट विधान सभा क्षेत्र के निर्वाचक निबंधन पदाधिकारी, सहायक निर्वाचन निबंधन	[585, 333, 765, 545]
eknazar-b5: शाहपुर/भोजपुर (नवबिहार टाइम्स संवाददाता)। जवाहिनियां गांव में गंगा नदी के कटाव से बेघर हुए पीड़ित भूमिहीनों को पर्चा दिए जाने से संबंधित भूमि स्थल का अनुमंडल पदाधिकारी संजीत कुमार एवं शाहपुर अंचलाधिकारी ने निरीक्षण किया। जवाहिनियां गांव में हो रहे कटाव से सबसे अधिक प्रभावित इलाका है। यहाँ के कई परिवार अपना घर-बार गंवाकर भूमिहीन हो चुके हैं। निरीक्षण के क्रम में एसडीओ एवं सीओ ने संबंधित कर्मचारियों को आवश्यक दिशा-निर्देश दिए। एसडीएम संजीत कुमार ने कहा कि भूमिहीन पीड़ितों की सूची को अंतिम रूप देकर उन्हें जल्द से जल्द उपलब्ध कराया जाए, ताकि वे अपने आवास और स्थायी ठिकाने का निर्माण कर सकें। स्थानीय ग्रामीणों ने अधिकारियों से इस कदम का स्वागत करते हुए उम्मीद जताई कि उन्हें अब जल्द ही सरकारी जमीन पर पर्चा उपलब्ध कराया जाएगा और वे अपने परिवार के साथ सुरक्षित जीवन जी सकेंगे। इस दौरान संबंधित कर्मचारी एवं अन्य कर्मी भी मौजूद रहे।	[1161, 1129, 1526, 1295]
table-row: 1 बैरिया-197 73 42 रैयती टांडी 0.0001 शंकर राय, पिता- राजमुनी राम	[940, 2116, 1525, 2136]
row-divider-2	[14, 1044, 1143, 1045]
khatian-table-wrap	[939, 2063, 1525, 2176]
